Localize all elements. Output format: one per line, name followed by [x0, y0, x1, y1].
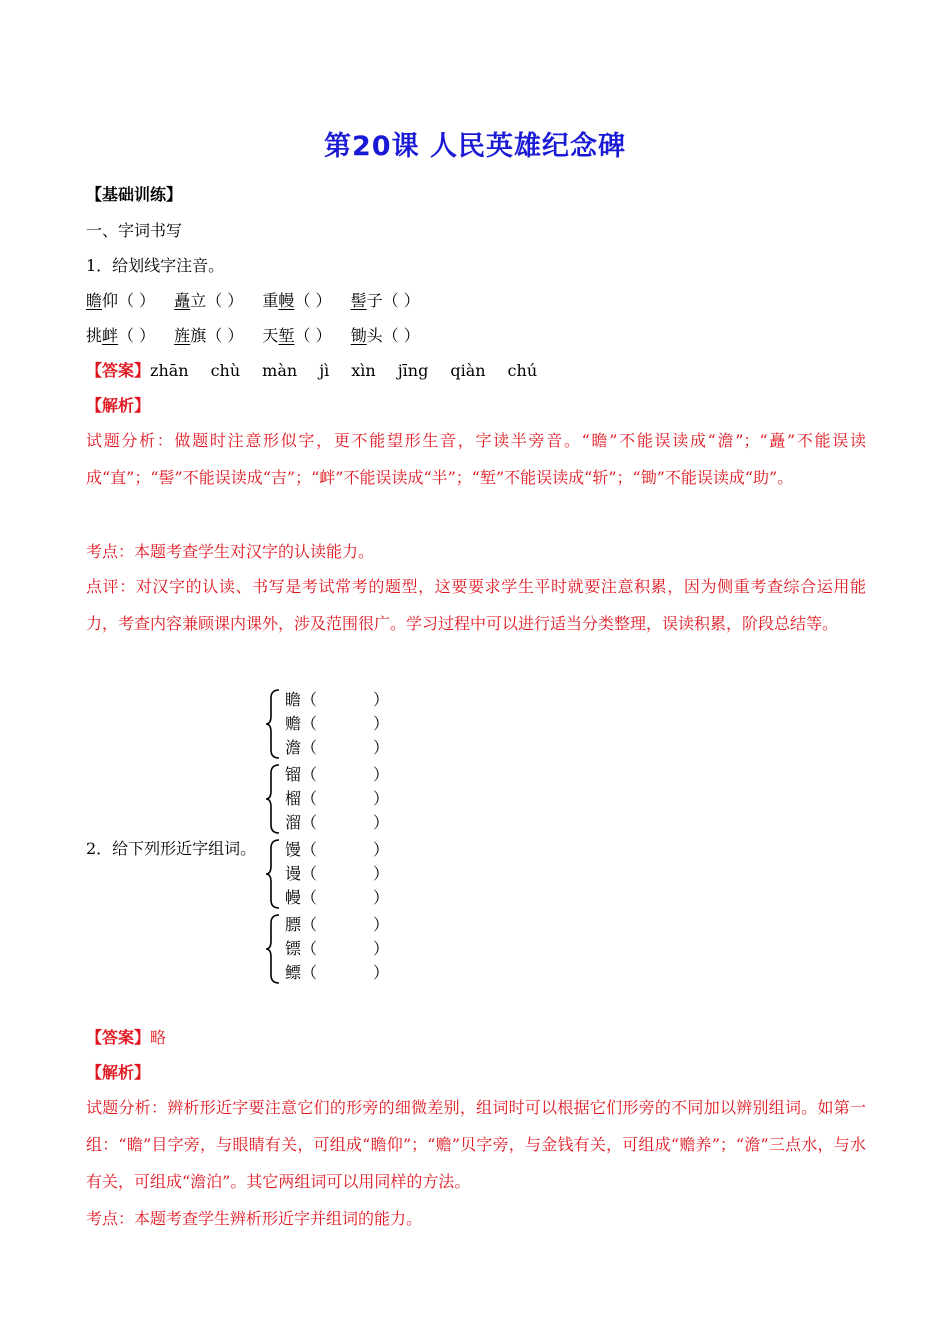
- item-text: （ ）: [294, 291, 332, 310]
- pinyin: qiàn: [450, 361, 486, 380]
- brace-icon: [265, 838, 283, 910]
- q1-item: [262, 325, 331, 347]
- underlined-char: 堑: [278, 326, 295, 345]
- answer-text: 略: [150, 1028, 167, 1047]
- item-text: 仰（ ）: [102, 291, 156, 310]
- pinyin: chú: [507, 361, 538, 380]
- group-char-row: 镏（ ）: [285, 765, 390, 784]
- item-text: （ ）: [294, 326, 332, 345]
- item-text: 子（ ）: [366, 291, 420, 310]
- item-text: 旗（ ）: [190, 326, 244, 345]
- q1-kaodian: 考点：本题考查学生对汉字的认读能力。: [86, 542, 375, 561]
- underlined-char: 旌: [174, 326, 191, 345]
- q2-analysis-label: 【解析】: [86, 1063, 151, 1082]
- answer-label: 【答案】: [86, 361, 151, 380]
- pinyin: màn: [262, 361, 298, 380]
- q1-item: [351, 290, 420, 312]
- group-char-row: 瞻（ ）: [285, 690, 390, 709]
- group-char-row: 澹（ ）: [285, 738, 390, 757]
- q1-item: [86, 290, 155, 312]
- group-char-row: 幔（ ）: [285, 888, 390, 907]
- pinyin: chù: [210, 361, 241, 380]
- q2-prompt: 2．给下列形近字组词。: [86, 839, 257, 858]
- underlined-char: 幔: [278, 291, 295, 310]
- q1-answer: [86, 360, 559, 382]
- brace-icon: [265, 688, 283, 760]
- q1-dianping: 点评：对汉字的认读、书写是考试常考的题型，这要要求学生平时就要注意积累，因为侧重考查综合运用能力，考查内容兼顾课内课外，涉及范围很广。学习过程中可以进行适当分类整理，误读积累，阶段总结等。: [86, 577, 866, 633]
- q2-answer: [86, 1027, 166, 1049]
- q2-kaodian: 考点：本题考查学生辨析形近字并组词的能力。: [86, 1209, 423, 1228]
- section-basic-training: 【基础训练】: [86, 185, 183, 204]
- q2-analysis-text: 试题分析：辨析形近字要注意它们的形旁的细微差别，组词时可以根据它们形旁的不同加以辨别组词。如第一组：“瞻”目字旁，与眼睛有关，可组成“瞻仰”；“赡”贝字旁，与金钱有关，可组成“赡养”；“澹”三点水，与水有关，可组成“澹泊”。其它两组词可以用同样的方法。: [86, 1098, 866, 1191]
- pinyin: jì: [319, 361, 330, 380]
- group-char-row: 镖（ ）: [285, 939, 390, 958]
- pinyin: xìn: [351, 361, 376, 380]
- answer-label: 【答案】: [86, 1028, 151, 1047]
- brace-icon: [265, 913, 283, 985]
- q1-analysis-label: 【解析】: [86, 396, 151, 415]
- q1-row1: [86, 290, 434, 312]
- part1-heading: 一、字词书写: [86, 221, 183, 240]
- page-title: 第20课 人民英雄纪念碑: [324, 131, 626, 162]
- group-char-row: 赡（ ）: [285, 714, 390, 733]
- underlined-char: 衅: [102, 326, 119, 345]
- q1-item: [351, 325, 420, 347]
- pinyin: zhān: [150, 361, 189, 380]
- q1-item: [86, 325, 155, 347]
- item-text: （ ）: [118, 326, 156, 345]
- item-text: 天: [262, 326, 279, 345]
- underlined-char: 锄: [350, 326, 367, 345]
- q1-item: [174, 325, 243, 347]
- group-char-row: 溜（ ）: [285, 813, 390, 832]
- group-char-row: 鳔（ ）: [285, 963, 390, 982]
- group-char-row: 谩（ ）: [285, 864, 390, 883]
- q1-prompt: 1．给划线字注音。: [86, 256, 225, 275]
- item-text: 重: [262, 291, 279, 310]
- underlined-char: 瞻: [86, 291, 103, 310]
- q1-row2: [86, 325, 434, 347]
- pinyin: jīng: [397, 361, 429, 380]
- group-char-row: 馒（ ）: [285, 840, 390, 859]
- item-text: 立（ ）: [190, 291, 244, 310]
- underlined-char: 髻: [350, 291, 367, 310]
- item-text: 头（ ）: [366, 326, 420, 345]
- q1-item: [262, 290, 331, 312]
- group-char-row: 榴（ ）: [285, 789, 390, 808]
- item-text: 挑: [86, 326, 103, 345]
- underlined-char: 矗: [174, 291, 191, 310]
- group-char-row: 膘（ ）: [285, 915, 390, 934]
- q1-analysis-text: 试题分析：做题时注意形似字，更不能望形生音，字读半旁音。“瞻”不能误读成“澹”；“矗”不能误读成“直”；“髻”不能误读成“吉”；“衅”不能误读成“半”；“堑”不能误读成“斩”；“锄”不能误读成“助”。: [86, 431, 866, 487]
- brace-icon: [265, 763, 283, 835]
- q1-item: [174, 290, 243, 312]
